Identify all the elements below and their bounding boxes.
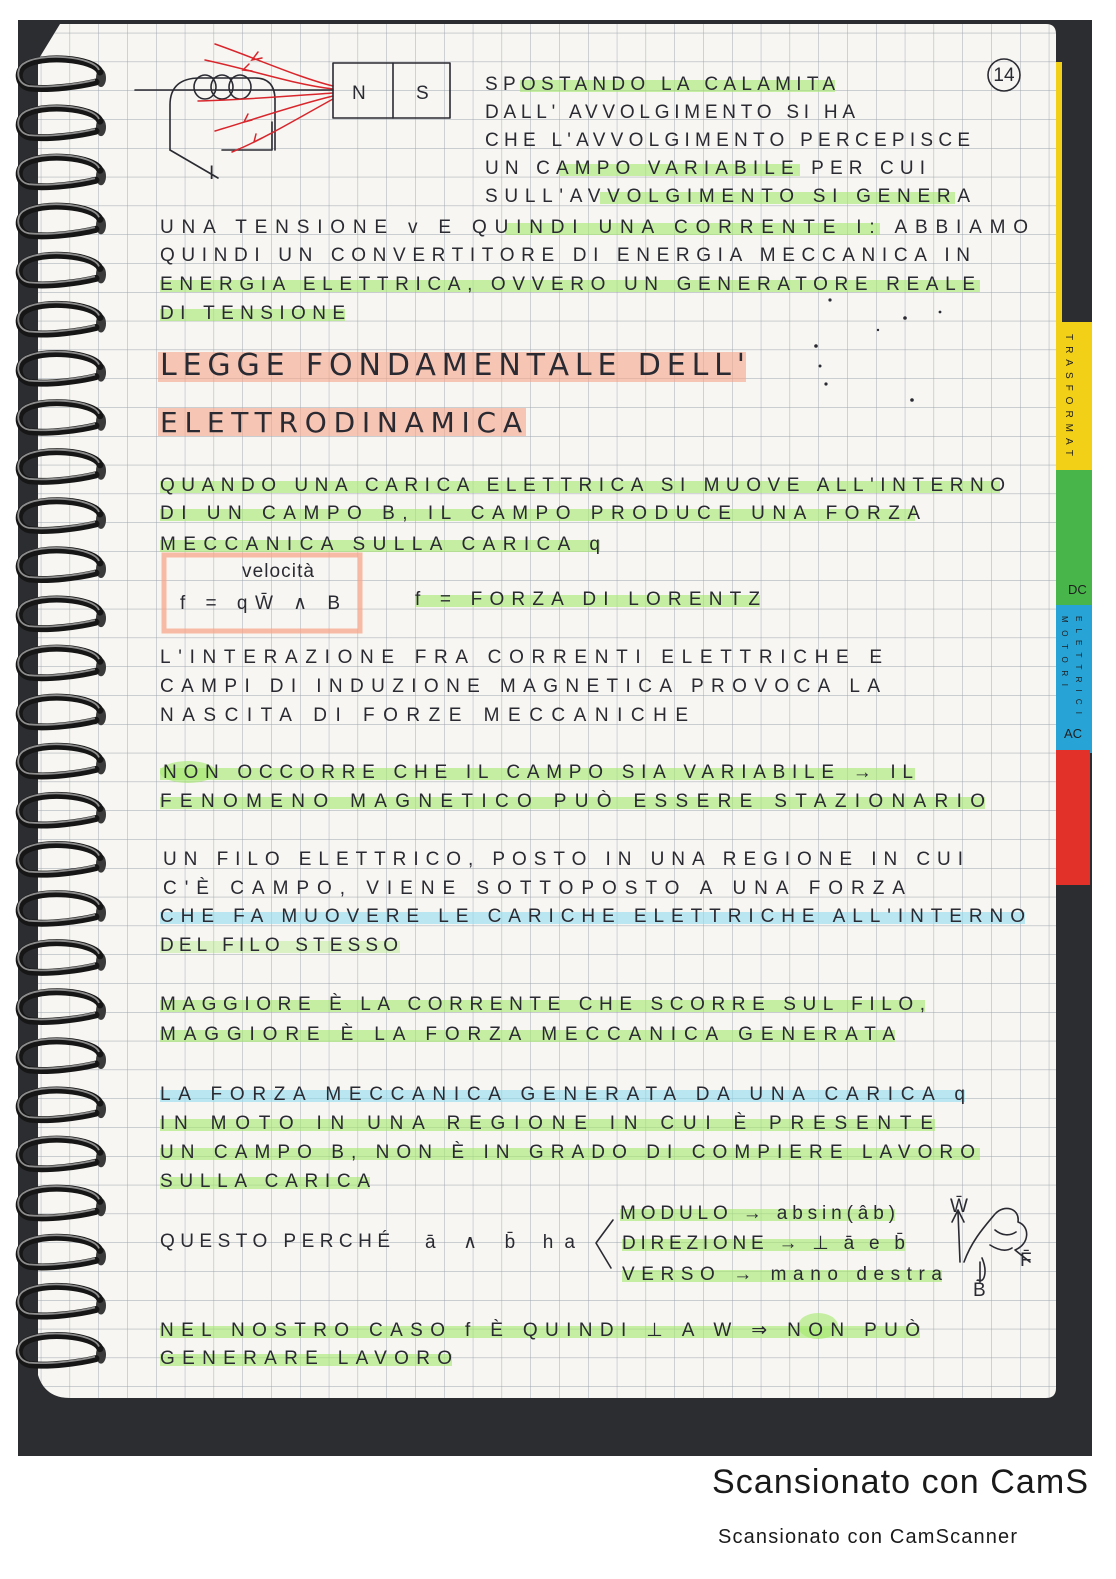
interaction-line-3: NASCITA DI FORZE MECCANICHE [160, 705, 688, 726]
intro-line-3: CHE L'AVVOLGIMENTO PERCEPISCE [485, 130, 970, 151]
wire-line-4: DEL FILO STESSO [160, 935, 398, 956]
scanner-watermark-large: Scansionato con CamS [712, 1463, 1088, 1501]
intro-line-4: UN CAMPO VARIABILE PER CUI [485, 158, 925, 179]
hand-label-force: F̄ [1020, 1250, 1032, 1271]
interaction-line-1: L'INTERAZIONE FRA CORRENTI ELETTRICHE E [160, 647, 882, 668]
section-heading-line-1: LEGGE FONDAMENTALE DELL' [160, 348, 745, 383]
tab-green-label: DC [1068, 582, 1087, 597]
property-modulus: MODULO → absin(âb) [620, 1203, 895, 1224]
work-line-3: UN CAMPO B, NON È IN GRADO DI COMPIERE LAVORO [160, 1142, 975, 1163]
highlighter-mark [160, 797, 985, 809]
lorentz-line-2: DI UN CAMPO B, IL CAMPO PRODUCE UNA FORZA [160, 503, 921, 524]
hand-label-velocity: W̄ [950, 1196, 968, 1217]
scanner-watermark-small: Scansionato con CamScanner [718, 1526, 1017, 1548]
intro-line-6: UNA TENSIONE v E QUINDI UNA CORRENTE I: ABBIAMO [160, 217, 1029, 238]
tab-blue-code: AC [1064, 726, 1083, 741]
work-line-1: LA FORZA MECCANICA GENERATA DA UNA CARICA q [160, 1084, 965, 1105]
cross-product-expression: ā ∧ b̄ ha [425, 1232, 575, 1253]
wire-line-3: CHE FA MUOVERE LE CARICHE ELETTRICHE ALL'INTERNO [160, 906, 1025, 927]
interaction-line-2: CAMPI DI INDUZIONE MAGNETICA PROVOCA LA [160, 676, 880, 697]
magnet-south-label: S [416, 83, 429, 104]
cross-product-lead: QUESTO PERCHÉ [160, 1231, 390, 1252]
lorentz-formula: f = qW̄ ∧ B [180, 593, 340, 614]
conclusion-line-1: NEL NOSTRO CASO f È QUINDI ⊥ A W ⇒ NON PUÒ [160, 1320, 920, 1341]
page-number: 14 [993, 65, 1015, 86]
property-direction: DIREZIONE → ⊥ ā e b̄ [622, 1233, 905, 1254]
wire-line-1: UN FILO ELETTRICO, POSTO IN UNA REGIONE IN CUI [163, 849, 964, 870]
intro-line-2: DALL' AVVOLGIMENTO SI HA [485, 102, 855, 123]
work-line-2: IN MOTO IN UNA REGIONE IN CUI È PRESENTE [160, 1113, 933, 1134]
current-label: I [209, 163, 215, 184]
current-line-2: MAGGIORE È LA FORZA MECCANICA GENERATA [160, 1024, 895, 1045]
tab-blue-label-left: MOTORI [1060, 616, 1069, 686]
intro-line-7: QUINDI UN CONVERTITORE DI ENERGIA MECCANICA IN [160, 245, 971, 266]
section-heading-line-2: ELETTRODINAMICA [160, 406, 522, 439]
magnet-north-label: N [352, 83, 366, 104]
lorentz-line-3: MECCANICA SULLA CARICA q [160, 534, 600, 555]
wire-line-2: C'È CAMPO, VIENE SOTTOPOSTO A UNA FORZA [163, 878, 905, 899]
formula-note: velocità [242, 561, 314, 582]
stationary-line-2: FENOMENO MAGNETICO PUÒ ESSERE STAZIONARIO [160, 791, 986, 812]
intro-line-9: DI TENSIONE [160, 303, 345, 324]
intro-line-5: SULL'AVVOLGIMENTO SI GENERA [485, 186, 970, 207]
intro-line-1: SPOSTANDO LA CALAMITA [485, 74, 835, 95]
conclusion-line-2: GENERARE LAVORO [160, 1348, 452, 1369]
hand-label-field: B̄ [973, 1280, 986, 1301]
tab-blue-label-right: ELETTRICI [1074, 616, 1083, 714]
lorentz-line-1: QUANDO UNA CARICA ELETTRICA SI MUOVE ALL'INTERNO [160, 475, 1005, 496]
lorentz-label: f = FORZA DI LORENTZ [415, 589, 760, 610]
property-orientation: VERSO → mano destra [622, 1264, 942, 1285]
tab-yellow-label: TRASFORMAT [1063, 334, 1074, 456]
work-line-4: SULLA CARICA [160, 1171, 370, 1192]
intro-line-8: ENERGIA ELETTRICA, OVVERO UN GENERATORE REALE [160, 274, 975, 295]
current-line-1: MAGGIORE È LA CORRENTE CHE SCORRE SUL FILO, [160, 994, 925, 1015]
stationary-line-1: NON OCCORRE CHE IL CAMPO SIA VARIABILE → IL [163, 762, 913, 783]
